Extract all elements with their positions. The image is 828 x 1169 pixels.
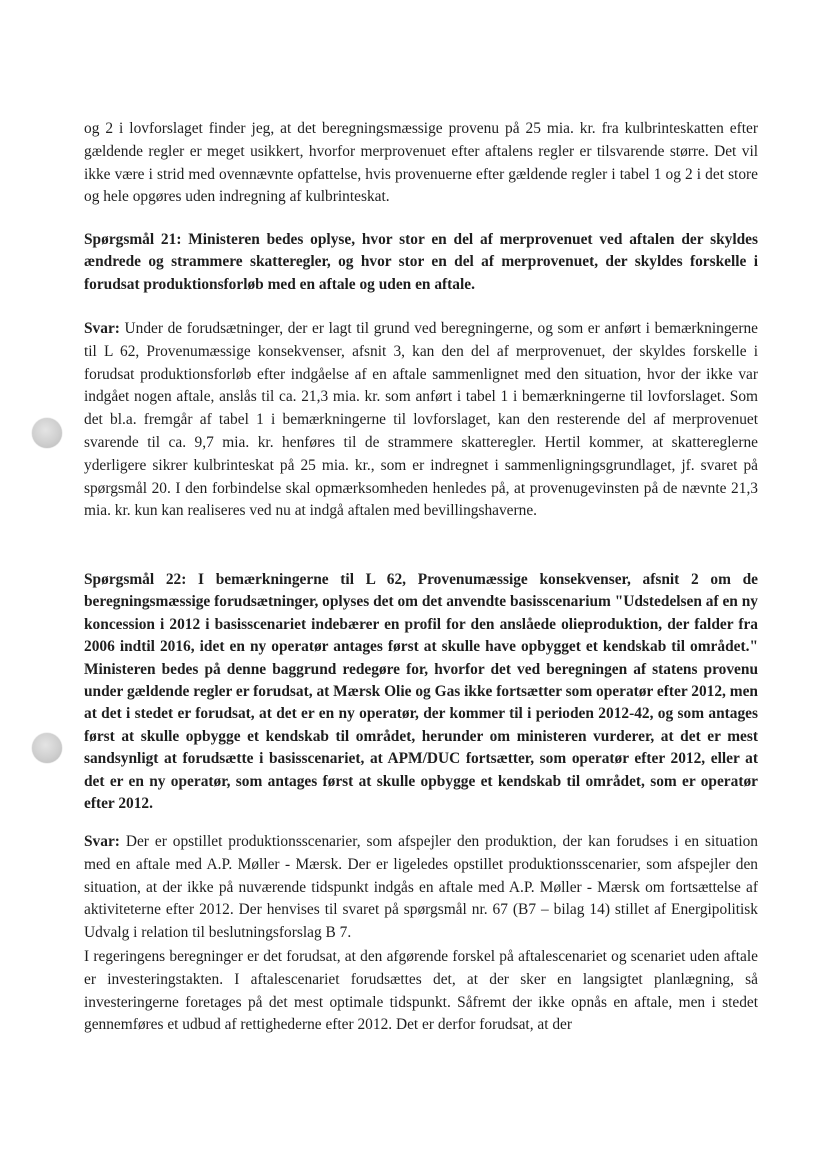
punch-hole-lower (32, 733, 62, 763)
answer-21-text: Under de forudsætninger, der er lagt til grund ved beregningerne, og som er anført i bemærkningerne til L 62, Provenumæssige konsekvenser, afsnit 3, kan den del af merprovenuet, der skyldes forskelle i forudsat produktionsforløb efter indgåelse af en aftale sammenlignet med den situation, hvor der ikke var indgået nogen aftale, anslås til ca. 21,3 mia. kr. som anført i tabel 1 i bemærkningerne til lovforslaget. Som det bl.a. fremgår af tabel 1 i bemærkningerne til lovforslaget, kan den resterende del af merprovenuet svarende til ca. 9,7 mia. kr. henføres til de strammere skatteregler. Hertil kommer, at skattereglerne yderligere sikrer kulbrinteskat på 25 mia. kr., som er indregnet i sammenligningsgrundlaget, jf. svaret på spørgsmål 20. I den forbindelse skal opmærksomheden henledes på, at provenugevinsten på de nævnte 21,3 mia. kr. kun kan realiseres ved nu at indgå aftalen med bevillingshaverne. (84, 320, 758, 520)
paragraph-intro: og 2 i lovforslaget finder jeg, at det beregningsmæssige provenu på 25 mia. kr. fra kulbrinteskatten efter gældende regler er meget usikkert, hvorfor merprovenuet efter aftalens regler er tilsvarende større. Det vil ikke være i strid med ovennævnte opfattelse, hvis provenuerne efter gældende regler i tabel 1 og 2 i det store og hele opgøres uden indregning af kulbrinteskat. (84, 120, 758, 206)
answer-22-text: Der er opstillet produktionsscenarier, som afspejler den produktion, der kan forudses i en situation med en aftale med A.P. Møller - Mærsk. Der er ligeledes opstillet produktionsscenarier, som afspejler den situation, at der ikke på nuværende tidspunkt indgås en aftale med A.P. Møller - Mærsk om fortsættelse af aktiviteterne efter 2012. Der henvises til svaret på spørgsmål nr. 67 (B7 – bilag 14) stillet af Energipolitisk Udvalg i relation til beslutningsforslag B 7. (84, 833, 758, 942)
answer-21 (84, 318, 758, 523)
answer-22-label: Svar: (84, 833, 120, 850)
punch-hole-upper (32, 418, 62, 448)
answer-22-continued: I regeringens beregninger er det forudsat, at den afgørende forskel på aftalescenariet og scenariet uden aftale er investeringstakten. I aftalescenariet forudsættes det, at der sker en langsigtet planlægning, så investeringerne foretages på det mest optimale tidspunkt. Såfremt der ikke opnås en aftale, men i stedet gennemføres et udbud af rettighederne efter 2012. Det er derfor forudsat, at der (84, 948, 758, 1034)
question-22: Spørgsmål 22: I bemærkningerne til L 62, Provenumæssige konsekvenser, afsnit 2 om de beregningsmæssige forudsætninger, oplyses det om det anvendte basisscenarium "Udstedelsen af en ny koncession i 2012 i basisscenariet indebærer en profil for den anslåede olieproduktion, der falder fra 2006 indtil 2016, idet en ny operatør antages først at skulle have opbygget et kendskab til området." Ministeren bedes på denne baggrund redegøre for, hvorfor det ved beregningen af statens provenu under gældende regler er forudsat, at Mærsk Olie og Gas ikke fortsætter som operatør efter 2012, men at det i stedet er forudsat, at det er en ny operatør, der kommer til i perioden 2012-42, og som antages først at skulle opbygge et kendskab til området, herunder om ministeren vurderer, at det er mest sandsynligt at forudsætte i basisscenariet, at APM/DUC fortsætter, som operatør efter 2012, eller at det er en ny operatør, som antages først at skulle opbygge et kendskab til området, som er operatør efter 2012. (84, 571, 758, 813)
answer-21-label: Svar: (84, 320, 120, 337)
answer-22 (84, 831, 758, 945)
question-21: Spørgsmål 21: Ministeren bedes oplyse, hvor stor en del af merprovenuet ved aftalen der skyldes ændrede og strammere skatteregler, og hvor stor en del af merprovenuet, der skyldes forskelle i forudsat produktionsforløb med en aftale og uden en aftale. (84, 231, 758, 293)
